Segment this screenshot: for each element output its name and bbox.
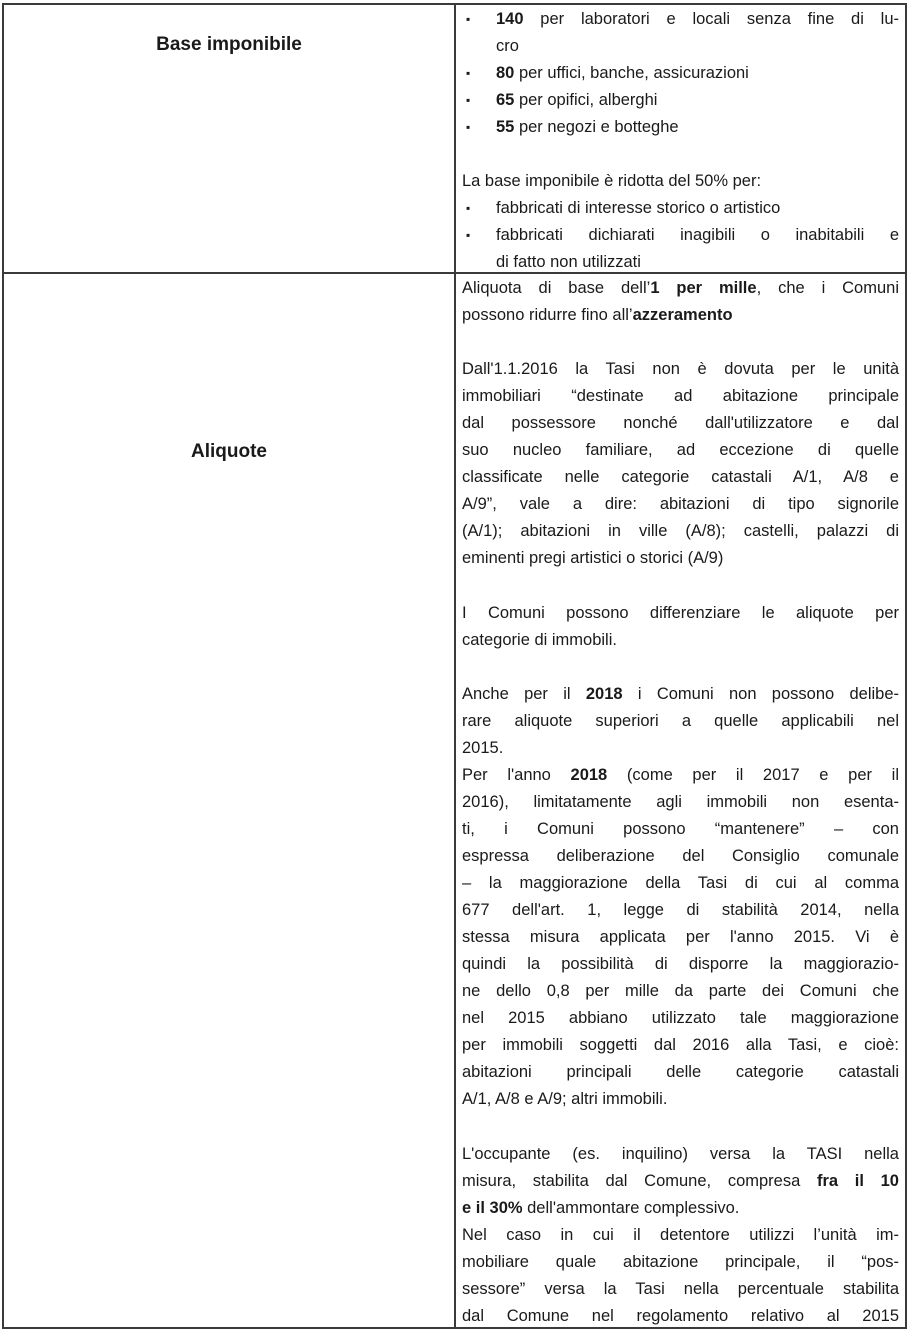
text-line: dal Comune nel regolamento relativo al 2015 xyxy=(462,1306,899,1325)
text-line: 80 per uffici, banche, assicurazioni xyxy=(496,64,749,83)
text-line: L'occupante (es. inquilino) versa la TASI nella xyxy=(462,1144,899,1163)
text-line: di fatto non utilizzati xyxy=(496,253,641,272)
text-line: fabbricati dichiarati inagibili o inabitabili e xyxy=(496,226,899,245)
text-line: ne dello 0,8 per mille da parte dei Comuni che xyxy=(462,982,899,1001)
paragraph xyxy=(462,275,899,329)
text-line: I Comuni possono differenziare le aliquote per xyxy=(462,603,899,622)
row-label: Aliquote xyxy=(191,441,267,462)
text-line: 2015. xyxy=(462,738,504,757)
bullet-square-icon: ▪ xyxy=(466,120,471,135)
bullet-item xyxy=(462,60,899,87)
paragraph xyxy=(462,168,899,195)
bullet-item xyxy=(462,6,899,60)
text-line: quindi la possibilità di disporre la maggiorazio- xyxy=(462,955,899,974)
bullet-square-icon: ▪ xyxy=(466,66,471,81)
text-line: stessa misura applicata per l'anno 2015. Vi è xyxy=(462,928,899,947)
bullet-item xyxy=(462,222,899,272)
text-line: Per l'anno 2018 (come per il 2017 e per il xyxy=(462,765,899,784)
paragraph-spacer xyxy=(462,1113,899,1140)
text-line: dal possessore nonché dall'utilizzatore e dal xyxy=(462,414,899,433)
row-label: Base imponibile xyxy=(156,34,302,55)
text-line: classificate nelle categorie catastali A/1, A/8 e xyxy=(462,468,899,487)
text-line: ti, i Comuni possono “mantenere” – con xyxy=(462,819,899,838)
paragraph xyxy=(462,681,899,762)
text-line: 2016), limitatamente agli immobili non esenta- xyxy=(462,792,899,811)
paragraph xyxy=(462,600,899,654)
text-line: rare aliquote superiori a quelle applicabili nel xyxy=(462,711,899,730)
text-line: A/1, A/8 e A/9; altri immobili. xyxy=(462,1090,668,1109)
text-line: mobiliare quale abitazione principale, il “pos- xyxy=(462,1252,899,1271)
text-line: La base imponibile è ridotta del 50% per: xyxy=(462,172,762,191)
content-cell-aliquote xyxy=(454,274,905,1327)
text-line: Aliquota di base dell’1 per mille, che i Comuni xyxy=(462,279,899,297)
paragraph-spacer xyxy=(462,329,899,356)
paragraph xyxy=(462,1141,899,1222)
bullet-item xyxy=(462,87,899,114)
bullet-square-icon: ▪ xyxy=(466,201,471,216)
text-line: 65 per opifici, alberghi xyxy=(496,91,658,110)
label-cell-aliquote xyxy=(4,274,454,1327)
paragraph xyxy=(462,762,899,1114)
text-line: per immobili soggetti dal 2016 alla Tasi, e cioè: xyxy=(462,1036,899,1055)
text-line: Anche per il 2018 i Comuni non possono delibe- xyxy=(462,684,899,703)
paragraph xyxy=(462,1222,899,1327)
text-line: abitazioni principali delle categorie catastali xyxy=(462,1063,899,1082)
text-line: e il 30% dell'ammontare complessivo. xyxy=(462,1198,740,1217)
text-line: sessore” versa la Tasi nella percentuale stabilita xyxy=(462,1279,899,1298)
paragraph-spacer xyxy=(462,141,899,168)
paragraph-spacer xyxy=(462,654,899,681)
text-line: espressa deliberazione del Consiglio comunale xyxy=(462,846,899,865)
text-line: misura, stabilita dal Comune, compresa fra il 10 xyxy=(462,1171,899,1190)
text-line: cro xyxy=(496,37,519,56)
bullet-square-icon: ▪ xyxy=(466,93,471,108)
bullet-square-icon: ▪ xyxy=(466,12,471,26)
text-line: 55 per negozi e botteghe xyxy=(496,118,679,137)
bullet-item xyxy=(462,114,899,141)
table-row-aliquote xyxy=(4,272,905,1327)
text-line: eminenti pregi artistici o storici (A/9) xyxy=(462,549,724,568)
text-line: 140 per laboratori e locali senza fine di lu- xyxy=(496,10,899,28)
text-line: (A/1); abitazioni in ville (A/8); castelli, palazzi di xyxy=(462,522,899,541)
paragraph xyxy=(462,356,899,572)
table-row-base-imponibile xyxy=(4,5,905,272)
text-line: categorie di immobili. xyxy=(462,630,617,649)
text-line: Dall'1.1.2016 la Tasi non è dovuta per le unità xyxy=(462,360,899,379)
text-line: suo nucleo familiare, ad eccezione di quelle xyxy=(462,441,899,460)
bullet-item xyxy=(462,195,899,222)
text-line: immobiliari “destinate ad abitazione principale xyxy=(462,387,899,406)
text-line: nel 2015 abbiano utilizzato tale maggiorazione xyxy=(462,1009,899,1028)
tax-table xyxy=(2,3,907,1329)
label-cell-base-imponibile xyxy=(4,5,454,272)
text-line: 677 dell'art. 1, legge di stabilità 2014, nella xyxy=(462,901,899,920)
content-cell-base-imponibile xyxy=(454,5,905,272)
paragraph-spacer xyxy=(462,573,899,600)
text-line: Nel caso in cui il detentore utilizzi l’unità im- xyxy=(462,1225,899,1244)
bullet-square-icon: ▪ xyxy=(466,228,471,243)
text-line: A/9”, vale a dire: abitazioni di tipo signorile xyxy=(462,495,899,514)
text-line: possono ridurre fino all’azzeramento xyxy=(462,306,733,325)
text-line: – la maggiorazione della Tasi di cui al comma xyxy=(462,874,899,893)
text-line: fabbricati di interesse storico o artistico xyxy=(496,199,781,218)
